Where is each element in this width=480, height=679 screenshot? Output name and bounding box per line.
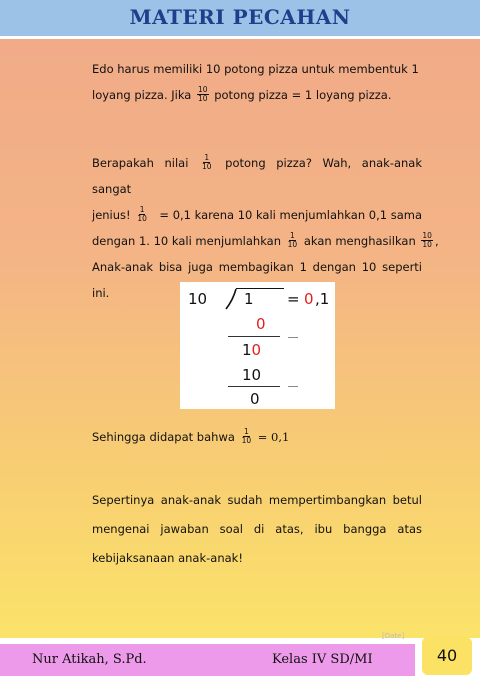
paragraph-line: Sepertinya anak-anak sudah mempertimbangkan betul xyxy=(92,493,422,507)
numerator: 10 xyxy=(422,231,432,240)
page-title: MATERI PECAHAN xyxy=(129,5,351,29)
fraction xyxy=(136,206,148,223)
step-line xyxy=(228,336,280,337)
paragraph-line xyxy=(92,228,439,254)
paragraph-line xyxy=(92,202,422,228)
text: , xyxy=(434,234,439,248)
text: jenius! xyxy=(92,208,131,222)
text: Sehingga didapat bahwa xyxy=(92,430,235,444)
step-subtract: 0 xyxy=(256,315,266,333)
paragraph-conclusion xyxy=(92,424,422,450)
fraction xyxy=(421,232,433,249)
page-number: 40 xyxy=(436,646,458,665)
date-placeholder: [Date] xyxy=(382,632,405,640)
long-division-figure xyxy=(180,282,335,409)
numerator: 1 xyxy=(243,427,249,436)
numerator: 10 xyxy=(198,85,208,94)
math-result: = 0,1 xyxy=(257,430,290,444)
step-tick xyxy=(288,337,298,338)
digit: 1 xyxy=(242,341,252,359)
fraction xyxy=(287,232,299,249)
author-name: Nur Atikah, S.Pd. xyxy=(32,652,147,667)
denominator: 10 xyxy=(241,436,252,445)
digit: 0 xyxy=(251,341,262,359)
step-line xyxy=(228,386,280,387)
division-bracket-icon xyxy=(224,288,244,310)
text: = 0,1 karena 10 kali menjumlahkan 0,1 sama xyxy=(159,208,422,222)
denominator: 10 xyxy=(202,162,212,171)
division-bar xyxy=(236,288,284,289)
numerator: 1 xyxy=(204,153,210,162)
divisor: 10 xyxy=(188,290,208,308)
numerator: 1 xyxy=(290,231,295,240)
paragraph-closing xyxy=(92,486,422,573)
paragraph-intro xyxy=(92,56,422,108)
text: akan menghasilkan xyxy=(303,234,416,248)
paragraph-line xyxy=(92,56,422,82)
step-subtract: 10 xyxy=(242,366,262,384)
paragraph-line xyxy=(92,150,422,202)
page-number-badge xyxy=(422,637,472,675)
quotient-decimal: ,1 xyxy=(315,290,330,308)
class-label: Kelas IV SD/MI xyxy=(272,652,373,667)
quotient-zero: 0 xyxy=(304,290,314,308)
equals-sign: = xyxy=(287,290,300,308)
dividend: 1 xyxy=(244,290,254,308)
fraction xyxy=(197,86,209,103)
paragraph-line xyxy=(92,82,422,108)
remainder: 0 xyxy=(250,390,260,408)
text: loyang pizza. Jika xyxy=(92,88,192,102)
header-bar xyxy=(0,0,480,39)
numerator: 1 xyxy=(139,205,145,214)
text: Anak-anak bisa juga membagikan 1 dengan 10 seperti ini. xyxy=(92,260,422,300)
fraction xyxy=(241,428,253,445)
text: potong pizza = 1 loyang pizza. xyxy=(214,88,392,102)
step-bring-down xyxy=(242,341,261,359)
text: potong pizza? Wah, anak-anak sangat xyxy=(92,156,423,196)
fraction xyxy=(201,154,213,171)
text: Berapakah nilai xyxy=(92,156,189,170)
paragraph-line: mengenai jawaban soal di atas, ibu bangga atas xyxy=(92,522,422,536)
denominator: 10 xyxy=(287,240,298,249)
denominator: 10 xyxy=(137,214,147,223)
footer-bar xyxy=(0,644,415,676)
text: dengan 1. 10 kali menjumlahkan xyxy=(92,234,281,248)
denominator: 10 xyxy=(422,240,432,249)
paragraph-line: kebijaksanaan anak-anak! xyxy=(92,551,243,565)
step-tick xyxy=(288,386,298,387)
denominator: 10 xyxy=(198,94,208,103)
text: Edo harus memiliki 10 potong pizza untuk membentuk 1 xyxy=(92,62,419,76)
